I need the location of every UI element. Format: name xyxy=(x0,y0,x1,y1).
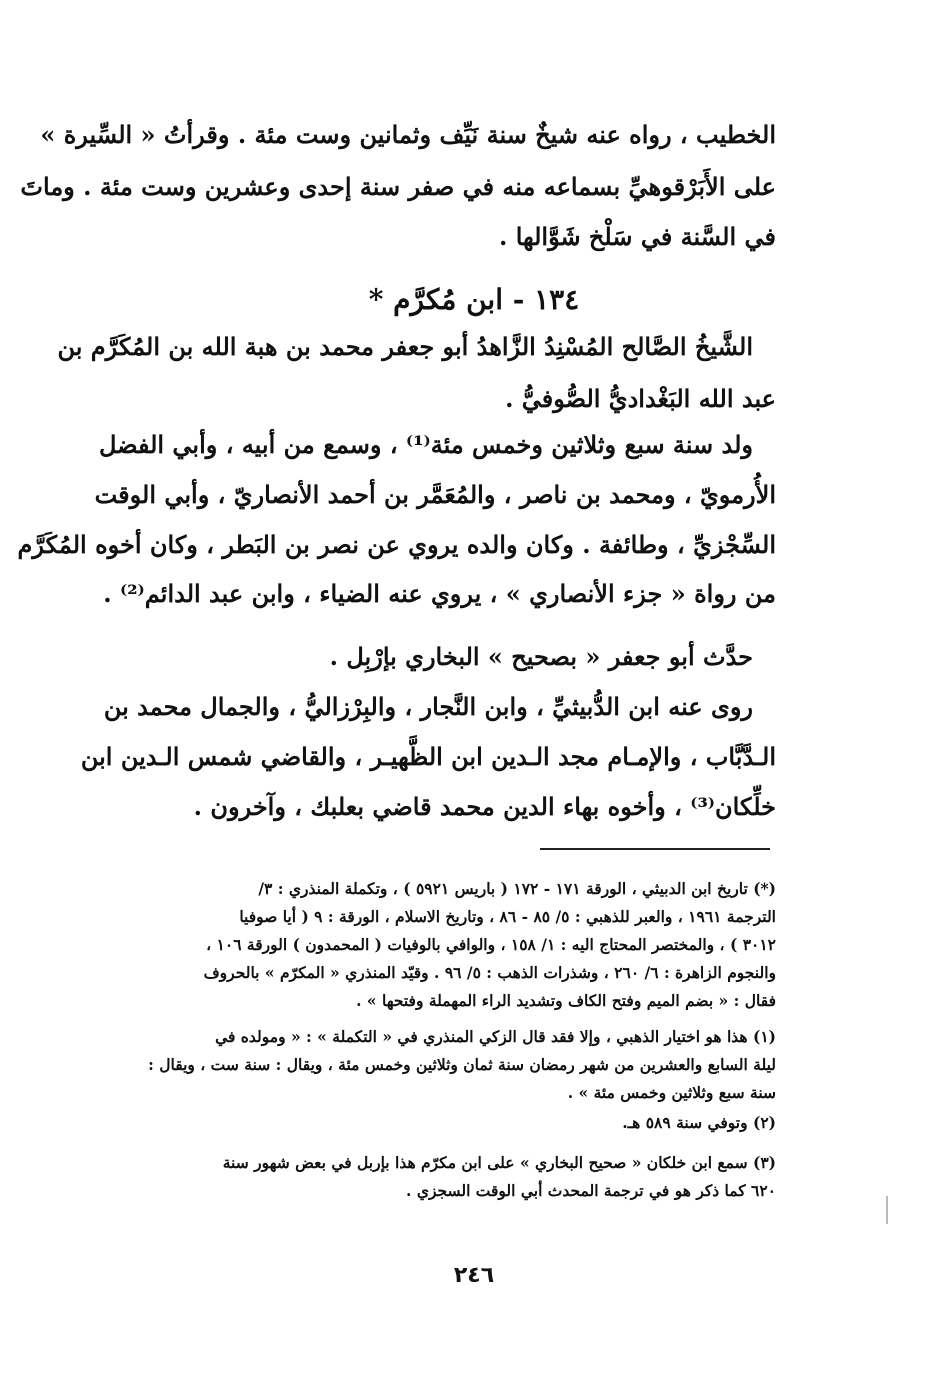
footnote-line: فقال : « بضم الميم وفتح الكاف وتشديد الراء المهملة وفتحها » . xyxy=(356,991,776,1010)
page-number: ٢٤٦ xyxy=(453,1263,495,1288)
footnote-line: (*) تاريخ ابن الدبيثي ، الورقة ١٧١ - ١٧٢ ( باريس ٥٩٢١ ) ، وتكملة المنذري : ٣/ xyxy=(258,879,776,898)
body-line: الـدَّبَّاب ، والإمـام مجد الـدين ابن الظَّهيـر ، والقاضي شمس الـدين ابن xyxy=(80,742,776,771)
body-line: الشَّيخُ الصَّالح المُسْنِدُ الزَّاهدُ أبو جعفر محمد بن هبة الله بن المُكَرَّم بن xyxy=(57,332,753,361)
footnote-line: سنة سبع وثلاثين وخمس مئة » . xyxy=(567,1083,776,1102)
footnote-line: ٦٢٠ كما ذكر هو في ترجمة المحدث أبي الوقت السجزي . xyxy=(406,1181,776,1200)
scan-mark xyxy=(886,1196,888,1224)
footnote-line: (٣) سمع ابن خلكان « صحيح البخاري » على ابن مكرّم هذا بإربل في بعض شهور سنة xyxy=(222,1153,776,1172)
body-line: على الأَبَرْقوهيِّ بسماعه منه في صفر سنة إحدى وعشرين وست مئة . وماتَ xyxy=(20,172,776,201)
footnote-line: ٣٠١٢ ) ، والمختصر المحتاج اليه : ١/ ١٥٨ ، والوافي بالوفيات ( المحمدون ) الورقة ١٠٦ ، xyxy=(206,935,776,954)
body-line: حدَّث أبو جعفر « بصحيح » البخاري بإرْبِل . xyxy=(329,642,753,671)
footnote-line: (١) هذا هو اختيار الذهبي ، وإلا فقد قال الزكي المنذري في « التكملة » : « ومولده في xyxy=(215,1027,776,1046)
body-line: في السَّنة في سَلْخ شَوَّالها . xyxy=(499,222,776,251)
footnote-line: والنجوم الزاهرة : ٦/ ٢٦٠ ، وشذرات الذهب : ٥/ ٩٦ . وقيّد المنذري « المكرّم » بالحروف xyxy=(203,963,776,982)
footnote-line: (٢) وتوفي سنة ٥٨٩ هـ. xyxy=(622,1113,776,1132)
body-line: عبد الله البَغْداديُّ الصُّوفيُّ . xyxy=(505,384,776,413)
body-line: الأُرمويّ ، ومحمد بن ناصر ، والمُعَمَّر بن أحمد الأنصاريّ ، وأبي الوقت xyxy=(94,480,776,509)
body-line: ولد سنة سبع وثلاثين وخمس مئة⁽¹⁾ ، وسمع من أبيه ، وأبي الفضل xyxy=(98,430,753,459)
body-line: السِّجْزيِّ ، وطائفة . وكان والده يروي عن نصر بن البَطر ، وكان أخوه المُكَرَّم xyxy=(17,530,776,559)
body-line: من رواة « جزء الأنصاري » ، يروي عنه الضياء ، وابن عبد الدائم⁽²⁾ . xyxy=(103,579,776,608)
footnote-separator xyxy=(540,848,770,850)
footnote-line: الترجمة ١٩٦١ ، والعبر للذهبي : ٥/ ٨٥ - ٨٦ ، وتاريخ الاسلام ، الورقة : ٩ ( أيا صوفيا xyxy=(239,907,776,926)
body-line: الخطيب ، رواه عنه شيخٌ سنة نَيِّف وثمانين وست مئة . وقرأتُ « السِّيرة » xyxy=(40,120,776,149)
body-line: روى عنه ابن الدُّبيثيِّ ، وابن النَّجار ، والبِرْزاليُّ ، والجمال محمد بن xyxy=(103,692,753,721)
body-line: خلِّكان⁽³⁾ ، وأخوه بهاء الدين محمد قاضي بعلبك ، وآخرون . xyxy=(193,792,776,821)
footnote-line: ليلة السابع والعشرين من شهر رمضان سنة ثمان وثلاثين وخمس مئة ، ويقال : سنة ست ، ويقال : xyxy=(148,1055,776,1074)
entry-heading: ١٣٤ - ابن مُكرَّم * xyxy=(368,283,580,316)
